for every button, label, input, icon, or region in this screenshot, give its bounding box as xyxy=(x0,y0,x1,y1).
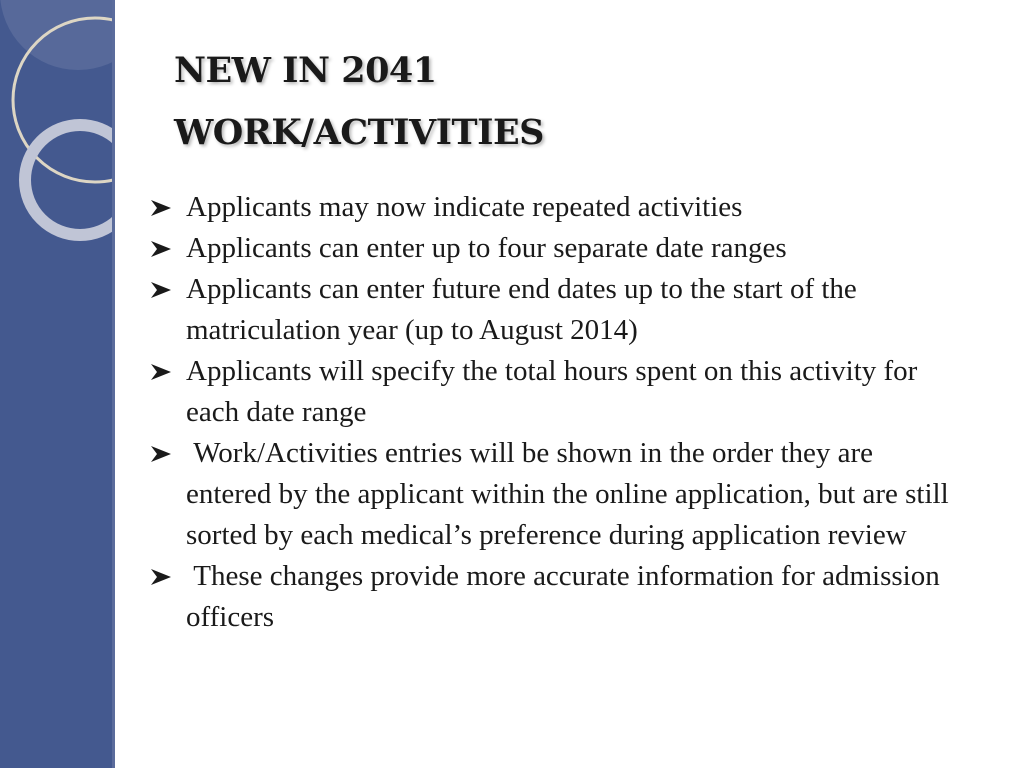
arrowhead-bullet-icon xyxy=(150,363,172,381)
bullet-text: Applicants may now indicate repeated activities xyxy=(186,191,743,223)
bullet-text: Work/Activities entries will be shown in the order they are entered by the applicant within the online application, but are still sorted by each medical’s preference during application review xyxy=(186,437,956,551)
ring-decoration xyxy=(0,0,114,260)
bullet-item xyxy=(150,269,950,351)
sidebar-edge xyxy=(112,0,115,768)
arrowhead-bullet-icon xyxy=(150,568,172,586)
arrowhead-bullet-icon xyxy=(150,240,172,258)
bullet-item xyxy=(150,556,950,638)
bullet-text: These changes provide more accurate information for admission officers xyxy=(186,560,947,633)
bullet-text: Applicants will specify the total hours spent on this activity for each date range xyxy=(186,355,918,428)
sidebar-panel xyxy=(0,0,114,768)
slide-title xyxy=(174,40,544,164)
bullet-item xyxy=(150,433,956,556)
title-line-2: WORK/ACTIVITIES xyxy=(174,112,544,153)
bullet-text: Applicants can enter future end dates up to the start of the matriculation year (up to August 2014) xyxy=(186,273,857,346)
bullet-list xyxy=(150,187,956,638)
arrowhead-bullet-icon xyxy=(150,199,172,217)
title-line-1: NEW IN 2041 xyxy=(174,50,437,91)
arrowhead-bullet-icon xyxy=(150,445,172,463)
bullet-item xyxy=(150,228,950,269)
bullet-item xyxy=(150,187,950,228)
bullet-item xyxy=(150,351,950,433)
arrowhead-bullet-icon xyxy=(150,281,172,299)
bullet-text: Applicants can enter up to four separate date ranges xyxy=(186,232,787,264)
